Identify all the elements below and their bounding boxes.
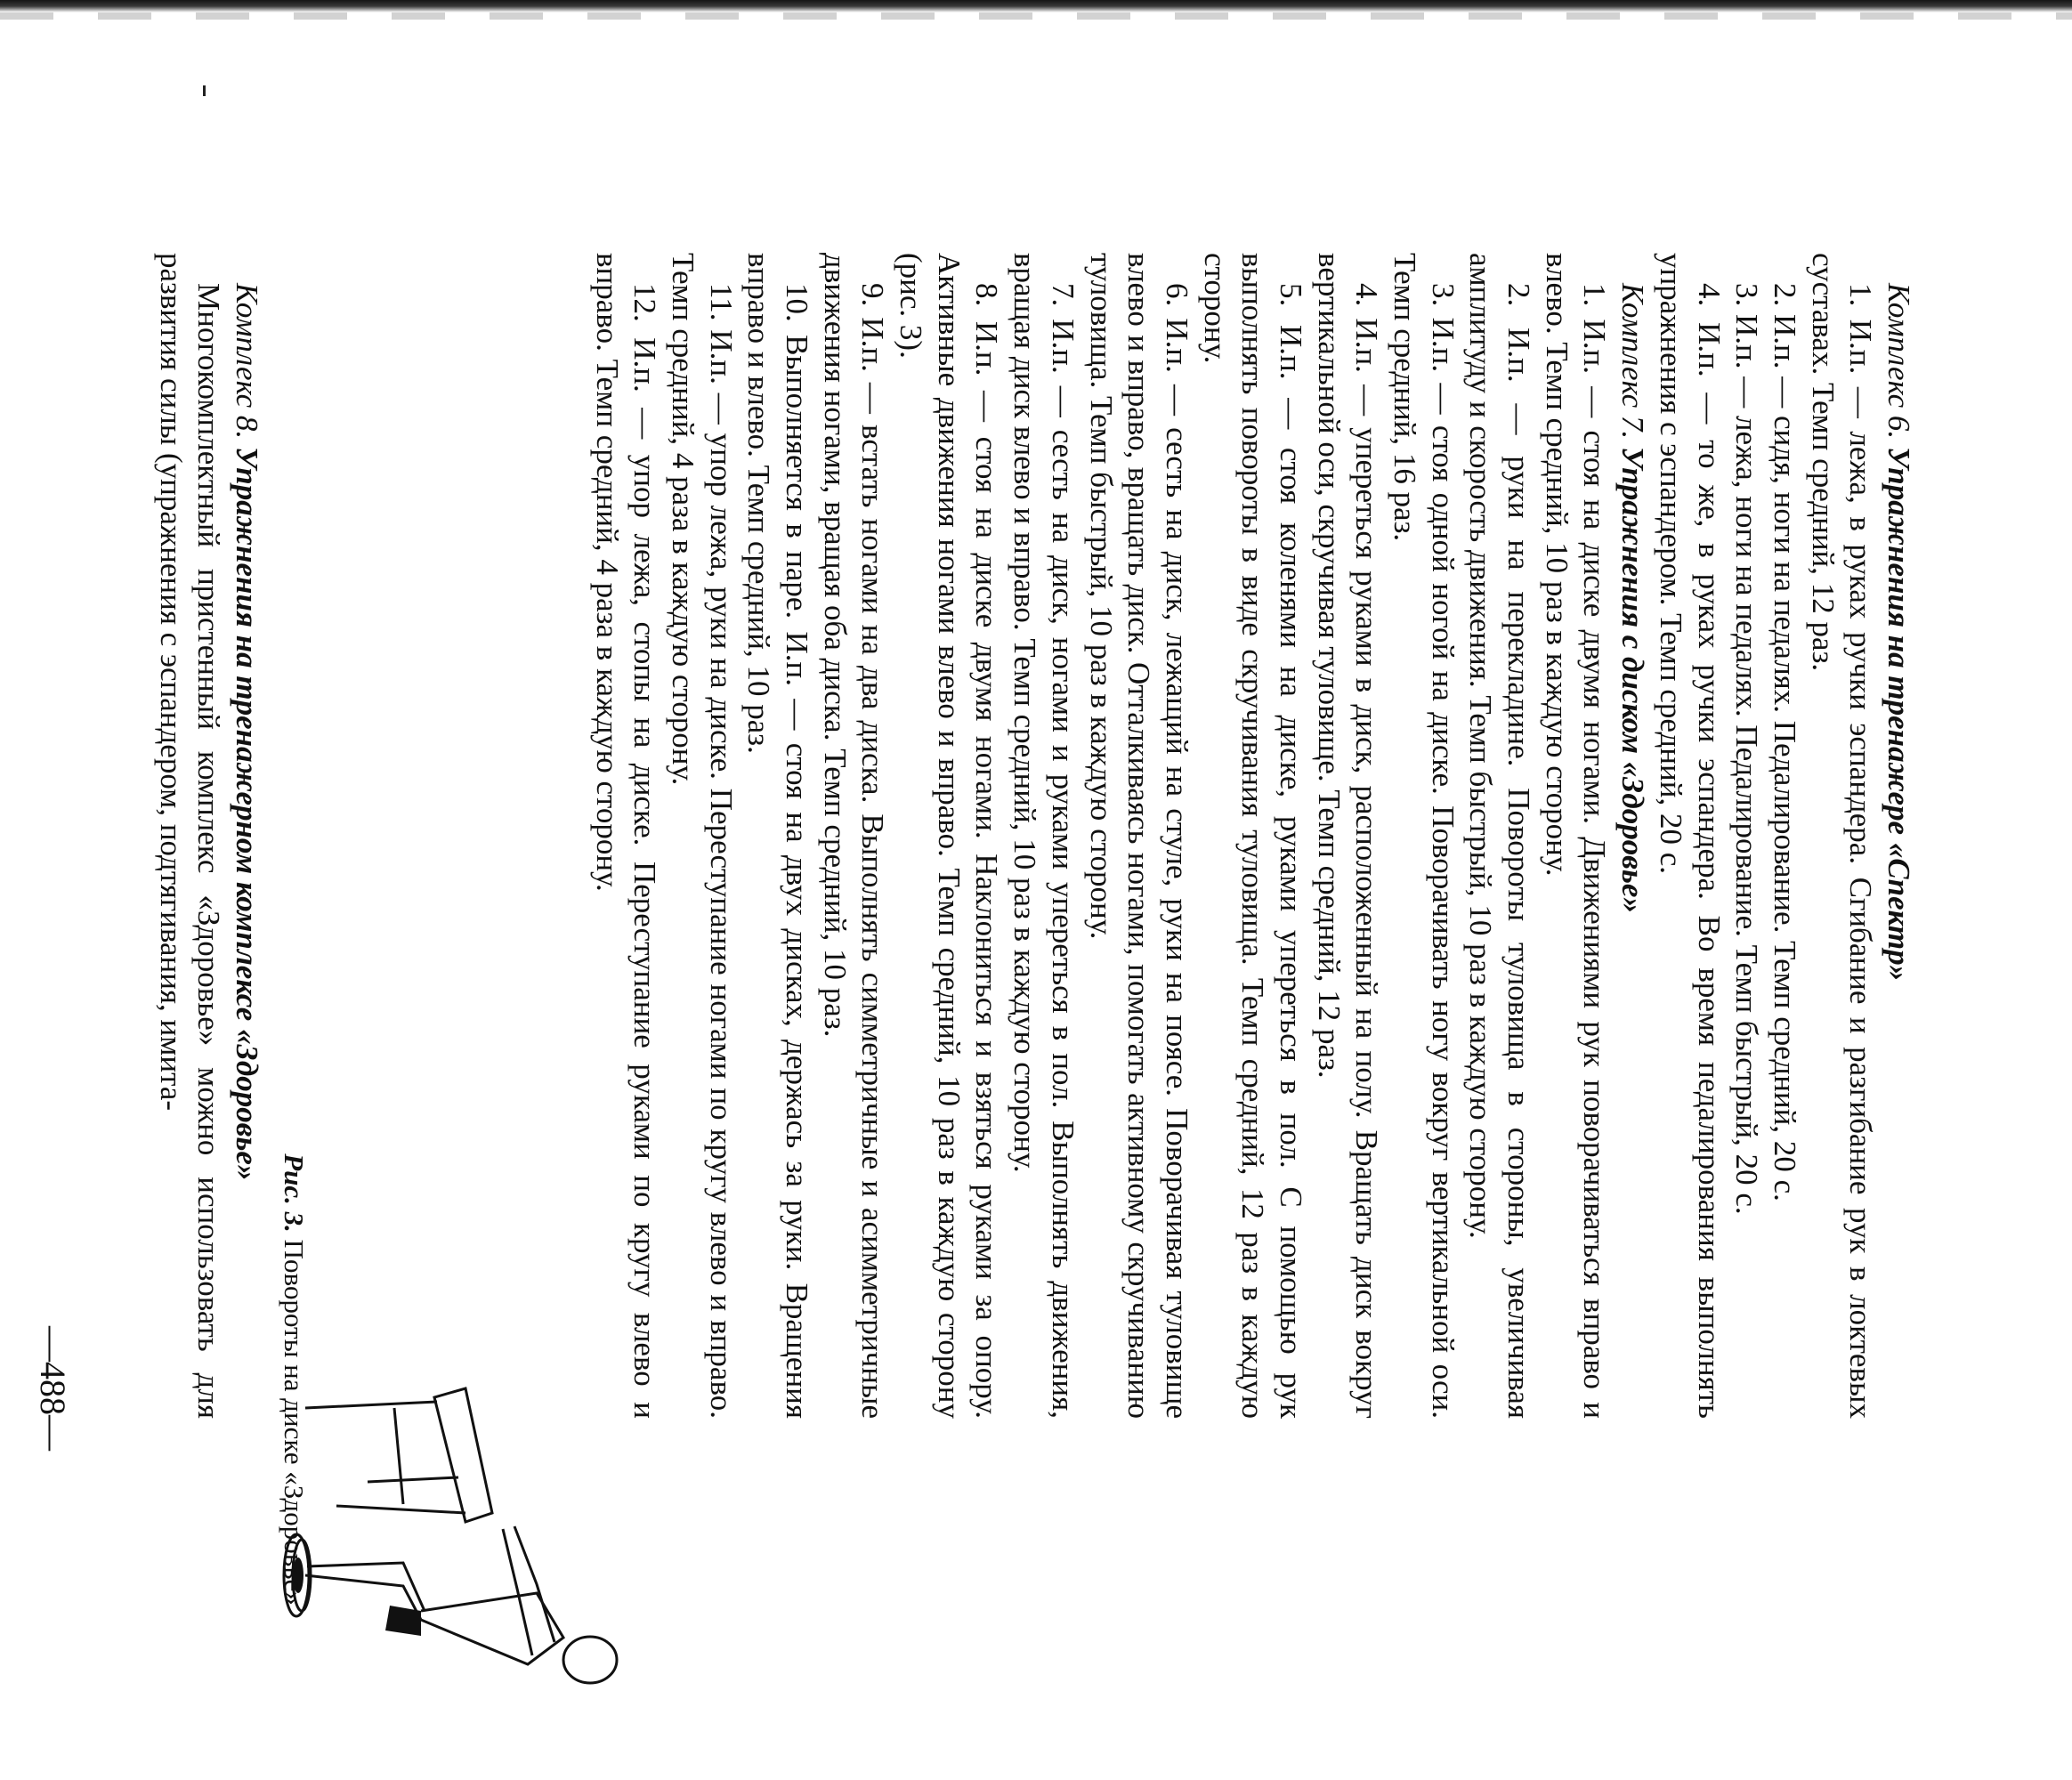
list-item: 9. И.п. — встать ногами на два диска. Выполнять симметричные и асимметричные движения ногами, вращая оба диска. Темп средний, 10 раз. — [817, 253, 891, 1419]
list-item: 10. Выполняется в паре. И.п. — стоя на двух дисках, держась за руки. Вращения вправо и влево. Темп средний, 10 раз. — [741, 253, 815, 1419]
list-item: 7. И.п. — сесть на диск, ногами и руками упереться в пол. Выполнять движения, вращая диск влево и вправо. Темп средний, 10 раз в каждую сторону. — [1008, 253, 1081, 1419]
list-item: 5. И.п. — стоя коленями на диске, руками упереться в пол. С помощью рук выполнять повороты в виде скручивания туловища. Темп средний, 12 раз в каждую сторону. — [1197, 253, 1308, 1419]
main-text-column — [587, 253, 1917, 1419]
figure-caption — [278, 979, 310, 1780]
list-item: 2. И.п. — руки на перекладине. Повороты туловища в стороны, увеличивая амплитуду и скорость движения. Темп быстрый, 10 раз в каждую сторону. — [1463, 253, 1537, 1419]
section-7-title: Упражнения с диском «Здоровье» — [1615, 446, 1651, 913]
figure-label: Рис. 3. — [279, 1153, 310, 1233]
section-8-label: Комплекс 8. — [230, 283, 264, 440]
list-item: 12. И.п. — упор лежа, стопы на диске. Переступание руками по кругу влево и вправо. Темп средний, 4 раза в каждую сторону. — [589, 253, 663, 1419]
list-item: 4. И.п. — упереться руками в диск, расположенный на полу. Вращать диск вокруг вертикальной оси, скручивая туловище. Темп средний, 12 раз. — [1311, 253, 1385, 1419]
man-on-disc-icon — [270, 1353, 688, 1762]
list-item: 2. И.п. — сидя, ноги на педалях. Педалирование. Темп средний, 20 с. — [1767, 283, 1802, 1202]
page-number: —488— — [33, 1326, 73, 1451]
section-7-label: Комплекс 7. — [1615, 283, 1651, 440]
list-item: 11. И.п. — упор лежа, руки на диске. Переступание ногами по кругу влево и вправо. Темп средний, 4 раза в каждую сторону. — [666, 253, 739, 1419]
section-6-title: Упражнения на тренажере «Спектр» — [1882, 446, 1916, 982]
list-item: 1. И.п. — лежа, в руках ручки эспандера. Сгибание и разгибание рук в локтевых суставах. Темп средний, 12 раз. — [1805, 253, 1879, 1419]
section-7-heading — [1614, 253, 1652, 1419]
list-item: 6. И.п. — сесть на диск, лежащий на стуле, руки на поясе. Поворачивая туловище влево и вправо, вращать диск. Отталкиваясь ногами, помогать активному скручиванию туловища. Темп быстрый, 10 раз в каждую сторону. — [1083, 253, 1194, 1419]
section-6-label: Комплекс 6. — [1882, 283, 1916, 440]
list-item: 3. И.п. — стоя одной ногой на диске. Поворачивать ногу вокруг вертикальной оси. Темп средний, 16 раз. — [1388, 253, 1461, 1419]
list-item: 4. И.п. — то же, в руках ручки эспандера. Во время педалирования выполнять упражнения с эспандером. Темп средний, 20 с. — [1653, 253, 1727, 1419]
section-8-title: Упражнения на тренажерном комплексе «Здоровье» — [230, 446, 264, 1181]
section-6-heading — [1879, 253, 1917, 1419]
section-8-heading — [227, 253, 265, 1419]
list-item: 3. И.п. — лежа, ноги на педалях. Педалирование. Темп быстрый, 20 с. — [1729, 283, 1765, 1215]
list-item: 8. И.п. — стоя на диске двумя ногами. Наклониться и взяться руками за опору. Активные движения ногами влево и вправо. Темп средний, 10 раз в каждую сторону (рис. 3). — [894, 253, 1005, 1419]
figure-caption-text: Повороты на диске «Здоровье» — [279, 1239, 310, 1606]
section-8 — [151, 253, 265, 1419]
section-8-paragraph: Многокомплектный пристенный комплекс «Здоровье» можно использовать для развития силы (упражнения с эспандером, подтягивания, имита- — [153, 253, 227, 1419]
list-item: 1. И.п. — стоя на диске двумя ногами. Движениями рук поворачиваться вправо и влево. Темп средний, 10 раз в каждую сторону. — [1539, 253, 1613, 1419]
figure-3-illustration — [270, 1353, 688, 1762]
